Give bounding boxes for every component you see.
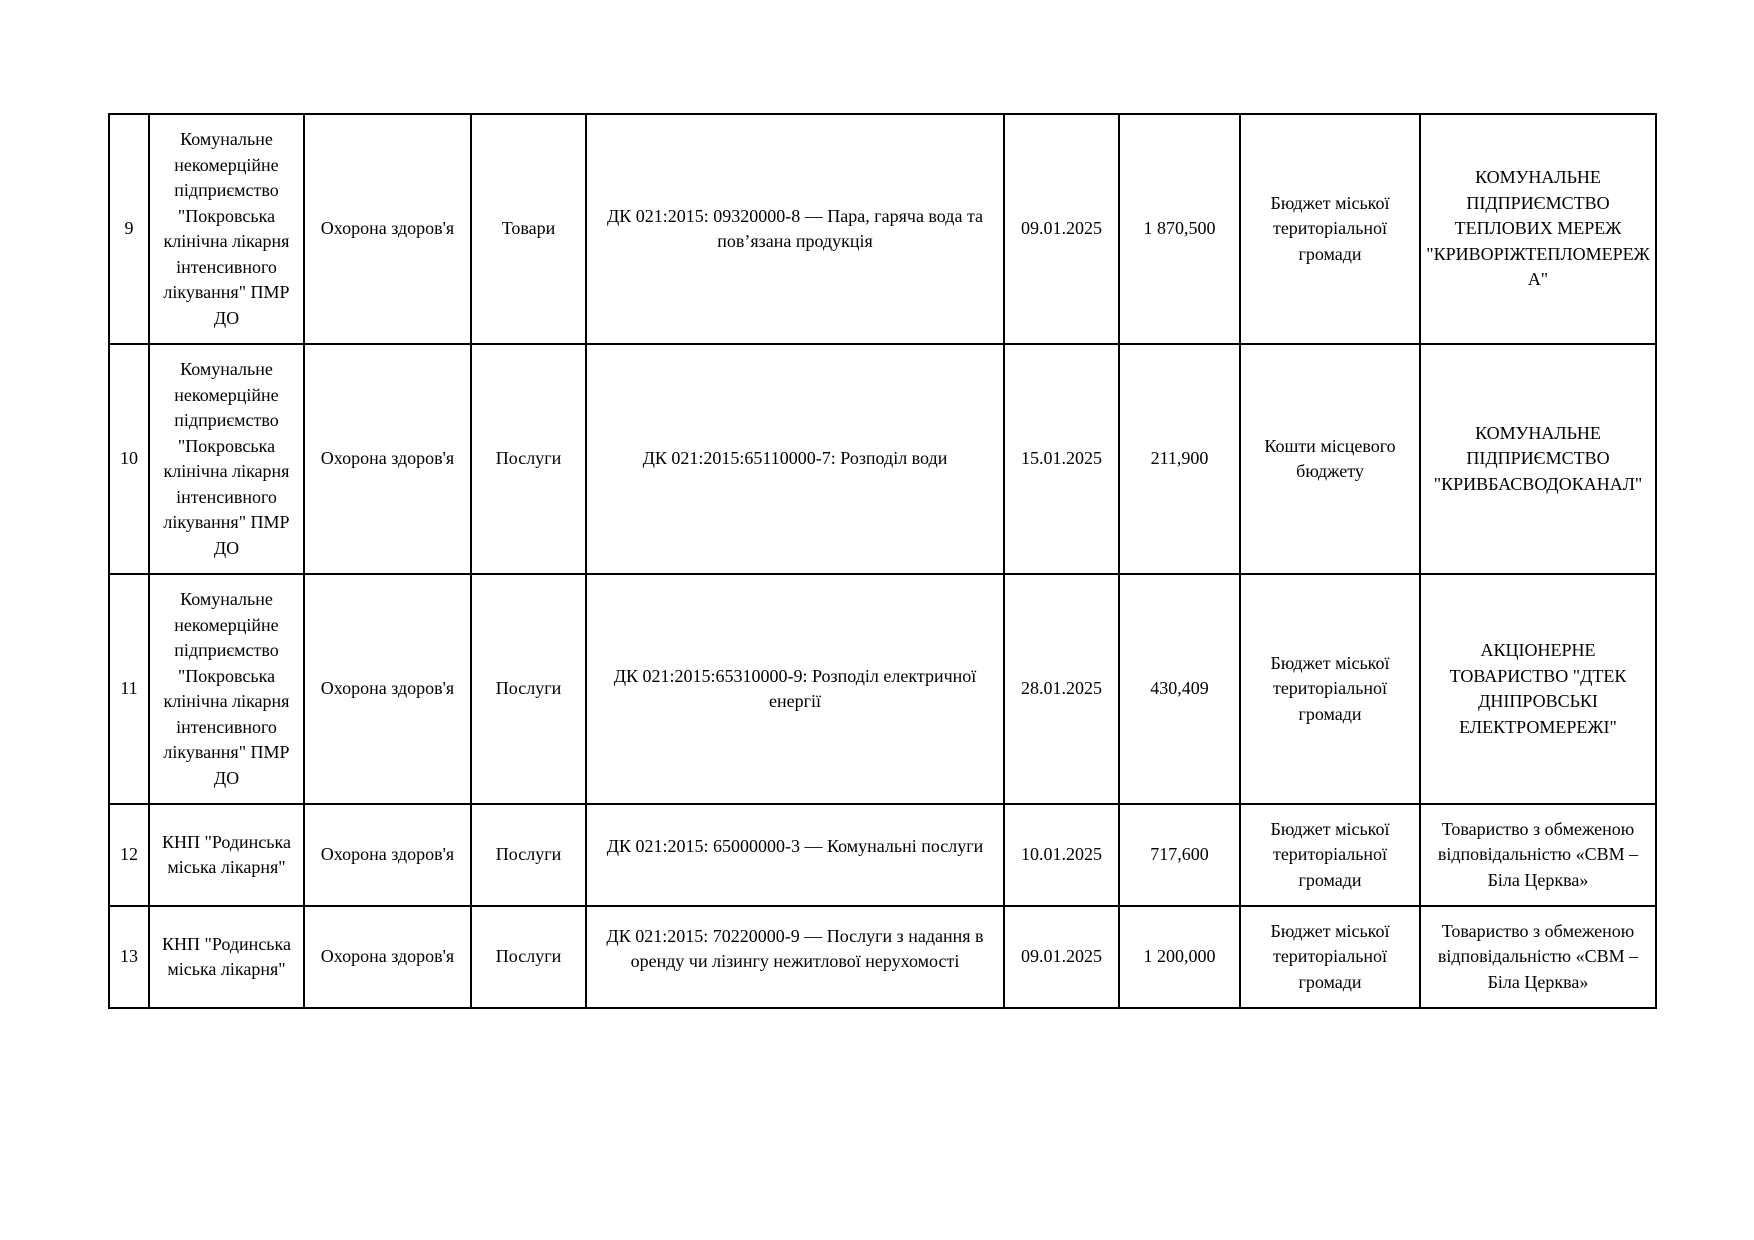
- funding-cell: Бюджет міської територіальної громади: [1240, 574, 1420, 804]
- funding-cell: Бюджет міської територіальної громади: [1240, 114, 1420, 344]
- sector-cell: Охорона здоров'я: [304, 804, 471, 906]
- table-row: [109, 804, 1656, 906]
- row-number: 12: [109, 804, 149, 906]
- customer-cell: КНП "Родинська міська лікарня": [149, 804, 304, 906]
- supplier-cell: АКЦІОНЕРНЕ ТОВАРИСТВО "ДТЕК ДНІПРОВСЬКІ ЕЛЕКТРОМЕРЕЖІ": [1420, 574, 1656, 804]
- date-cell: 28.01.2025: [1004, 574, 1119, 804]
- amount-cell: 211,900: [1119, 344, 1240, 574]
- row-number: 11: [109, 574, 149, 804]
- amount-cell: 1 870,500: [1119, 114, 1240, 344]
- type-cell: Послуги: [471, 574, 586, 804]
- date-cell: 10.01.2025: [1004, 804, 1119, 906]
- table-row: [109, 344, 1656, 574]
- sector-cell: Охорона здоров'я: [304, 114, 471, 344]
- amount-cell: 1 200,000: [1119, 906, 1240, 1008]
- date-cell: 15.01.2025: [1004, 344, 1119, 574]
- subject-cell: ДК 021:2015: 70220000-9 — Послуги з надання в оренду чи лізингу нежитлової нерухомості: [586, 906, 1004, 1008]
- type-cell: Послуги: [471, 804, 586, 906]
- customer-cell: Комунальне некомерційне підприємство "Покровська клінічна лікарня інтенсивного лікування" ПМР ДО: [149, 114, 304, 344]
- row-number: 10: [109, 344, 149, 574]
- subject-cell: ДК 021:2015: 09320000-8 — Пара, гаряча вода та пов’язана продукція: [586, 114, 1004, 344]
- funding-cell: Кошти місцевого бюджету: [1240, 344, 1420, 574]
- supplier-cell: Товариство з обмеженою відповідальністю «СВМ – Біла Церква»: [1420, 804, 1656, 906]
- amount-cell: 430,409: [1119, 574, 1240, 804]
- table-row: [109, 114, 1656, 344]
- table-row: [109, 574, 1656, 804]
- date-cell: 09.01.2025: [1004, 114, 1119, 344]
- date-cell: 09.01.2025: [1004, 906, 1119, 1008]
- funding-cell: Бюджет міської територіальної громади: [1240, 906, 1420, 1008]
- subject-cell: ДК 021:2015:65110000-7: Розподіл води: [586, 344, 1004, 574]
- subject-cell: ДК 021:2015: 65000000-3 — Комунальні послуги: [586, 804, 1004, 906]
- supplier-cell: КОМУНАЛЬНЕ ПІДПРИЄМСТВО "КРИВБАСВОДОКАНАЛ": [1420, 344, 1656, 574]
- customer-cell: Комунальне некомерційне підприємство "Покровська клінічна лікарня інтенсивного лікування" ПМР ДО: [149, 574, 304, 804]
- type-cell: Послуги: [471, 906, 586, 1008]
- sector-cell: Охорона здоров'я: [304, 344, 471, 574]
- row-number: 9: [109, 114, 149, 344]
- funding-cell: Бюджет міської територіальної громади: [1240, 804, 1420, 906]
- table-row: [109, 906, 1656, 1008]
- row-number: 13: [109, 906, 149, 1008]
- supplier-cell: КОМУНАЛЬНЕ ПІДПРИЄМСТВО ТЕПЛОВИХ МЕРЕЖ "КРИВОРІЖТЕПЛОМЕРЕЖА": [1420, 114, 1656, 344]
- sector-cell: Охорона здоров'я: [304, 906, 471, 1008]
- procurement-table: [108, 113, 1657, 1009]
- type-cell: Товари: [471, 114, 586, 344]
- customer-cell: Комунальне некомерційне підприємство "Покровська клінічна лікарня інтенсивного лікування" ПМР ДО: [149, 344, 304, 574]
- amount-cell: 717,600: [1119, 804, 1240, 906]
- supplier-cell: Товариство з обмеженою відповідальністю «СВМ – Біла Церква»: [1420, 906, 1656, 1008]
- sector-cell: Охорона здоров'я: [304, 574, 471, 804]
- subject-cell: ДК 021:2015:65310000-9: Розподіл електричної енергії: [586, 574, 1004, 804]
- customer-cell: КНП "Родинська міська лікарня": [149, 906, 304, 1008]
- type-cell: Послуги: [471, 344, 586, 574]
